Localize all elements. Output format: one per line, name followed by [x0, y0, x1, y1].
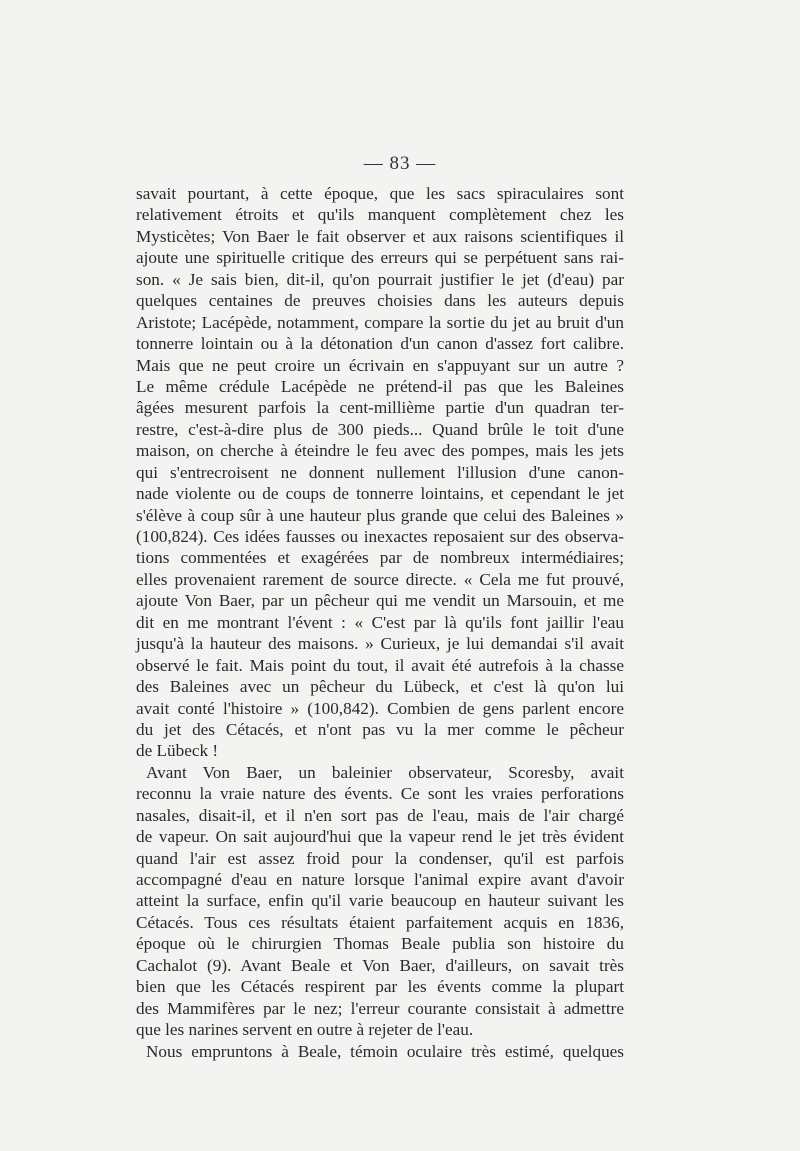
text-line: observé le fait. Mais point du tout, il avait été autrefois à la chasse [136, 655, 624, 675]
text-line: s'élève à coup sûr à une hauteur plus grande que celui des Baleines » [136, 505, 624, 525]
text-line: nade violente ou de coups de tonnerre lointains, et cependant le jet [136, 484, 624, 504]
text-line: bien que les Cétacés respirent par les évents comme la plupart [136, 977, 624, 997]
text-line: accompagné d'eau en nature lorsque l'animal expire avant d'avoir [136, 870, 624, 889]
text-line: du jet des Cétacés, et n'ont pas vu la mer comme le pêcheur [136, 719, 624, 739]
text-line: Cétacés. Tous ces résultats étaient parfaitement acquis en 1836, [136, 912, 624, 932]
text-line: ajoute Von Baer, par un pêcheur qui me vendit un Marsouin, et me [136, 591, 624, 611]
page-number: — 83 — [363, 153, 437, 174]
text-line: (100,824). Ces idées fausses ou inexactes reposaient sur des observa- [136, 527, 624, 546]
text-line: reconnu la vraie nature des évents. Ce sont les vraies perforations [136, 784, 624, 804]
text-line: relativement étroits et qu'ils manquent complètement chez les [136, 205, 624, 225]
text-line: âgées mesurent parfois la cent-millième partie d'un quadran ter- [136, 398, 624, 418]
text-line: Le même crédule Lacépède ne prétend-il pas que les Baleines [136, 376, 624, 396]
text-line: maison, on cherche à éteindre le feu avec des pompes, mais les jets [136, 441, 624, 461]
text-line: des Baleines avec un pêcheur du Lübeck, et c'est là qu'on lui [136, 677, 624, 697]
text-line: des Mammifères par le nez; l'erreur courante consistait à admettre [136, 998, 624, 1018]
text-line: avait conté l'histoire » (100,842). Combien de gens parlent encore [136, 698, 624, 718]
text-line: qui s'entrecroisent ne donnent nullement l'illusion d'une canon- [136, 462, 624, 482]
text-line: ajoute une spirituelle critique des erreurs qui se perpétuent sans rai- [136, 248, 624, 268]
text-line: tions commentées et exagérées par de nombreux intermédiaires; [136, 548, 624, 568]
text-line: elles provenaient rarement de source directe. « Cela me fut prouvé, [136, 569, 624, 589]
text-line: nasales, disait-il, et il n'en sort pas de l'eau, mais de l'air chargé [136, 805, 624, 825]
text-line: quand l'air est assez froid pour la condenser, qu'il est parfois [136, 848, 624, 868]
text-line: restre, c'est-à-dire plus de 300 pieds... Quand brûle le toit d'une [136, 419, 624, 439]
text-line: Nous empruntons à Beale, témoin oculaire très estimé, quelques [146, 1041, 624, 1061]
text-line: de vapeur. On sait aujourd'hui que la vapeur rend le jet très évident [136, 827, 624, 847]
text-line: son. « Je sais bien, dit-il, qu'on pourrait justifier le jet (d'eau) par [136, 269, 624, 289]
text-line: Avant Von Baer, un baleinier observateur, Scoresby, avait [146, 762, 624, 782]
text-line: Aristote; Lacépède, notamment, compare la sortie du jet au bruit d'un [136, 312, 624, 332]
text-line: atteint la surface, enfin qu'il varie beaucoup en hauteur suivant les [136, 891, 624, 911]
text-line: dit en me montrant l'évent : « C'est par là qu'ils font jaillir l'eau [136, 612, 624, 632]
text-line: Mais que ne peut croire un écrivain en s'appuyant sur un autre ? [136, 355, 624, 375]
text-line: Mysticètes; Von Baer le fait observer et aux raisons scientifiques il [136, 226, 624, 246]
text-line: que les narines servent en outre à rejeter de l'eau. [136, 1020, 474, 1040]
text-line: tonnerre lointain ou à la détonation d'un canon d'assez fort calibre. [136, 334, 624, 354]
text-line: savait pourtant, à cette époque, que les sacs spiraculaires sont [136, 184, 624, 203]
text-line: quelques centaines de preuves choisies dans les auteurs depuis [136, 291, 624, 311]
text-line: de Lübeck ! [136, 741, 219, 761]
text-line: époque où le chirurgien Thomas Beale publia son histoire du [136, 934, 624, 954]
text-line: Cachalot (9). Avant Beale et Von Baer, d'ailleurs, on savait très [136, 955, 624, 975]
text-line: jusqu'à la hauteur des maisons. » Curieux, je lui demandai s'il avait [136, 634, 624, 654]
body-text [136, 183, 624, 1062]
